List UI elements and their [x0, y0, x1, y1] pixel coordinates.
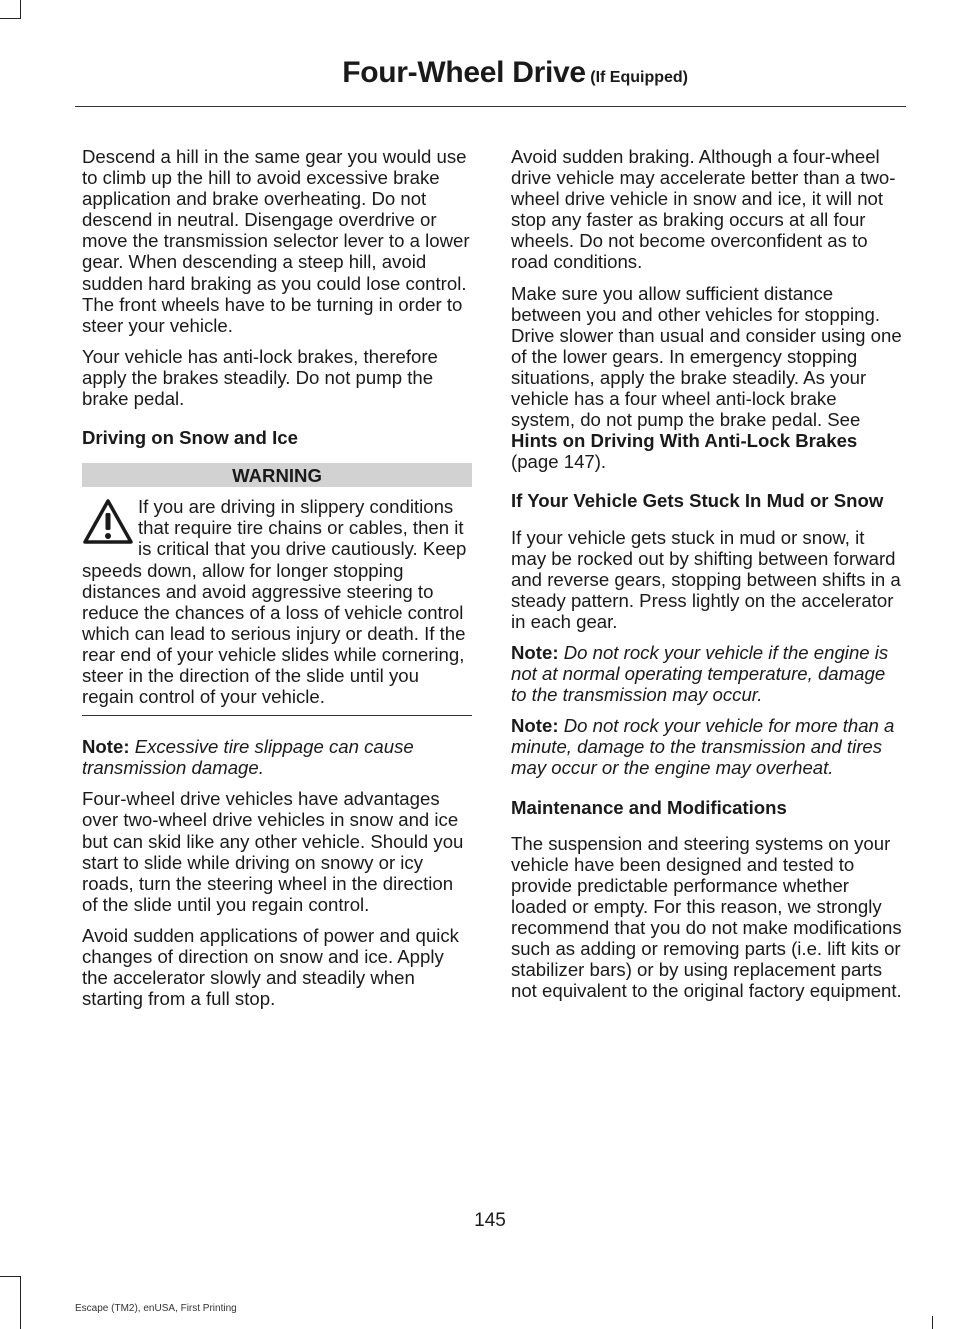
- paragraph: Avoid sudden applications of power and quick changes of direction on snow and ice. Apply the accelerator slowly and steadily when starting from a full stop.: [82, 924, 459, 1010]
- right-column: [511, 146, 903, 1011]
- warning-label: WARNING: [82, 463, 472, 487]
- warning-triangle-icon: [82, 498, 134, 546]
- footer-text: Escape (TM2), enUSA, First Printing: [75, 1303, 237, 1314]
- note-text: Do not rock your vehicle if the engine is not at normal operating temperature, damage to the transmission may occur.: [511, 641, 889, 706]
- warning-text: If you are driving in slippery conditions that require tire chains or cables, then it is critical that you drive cautiously. Keep speeds down, allow for longer stopping distances and avoid aggressive steering to reduce the chances of a loss of vehicle control which can lead to serious injury or death. If the rear end of your vehicle slides while cornering, steer in the direction of the slide until you regain control of your vehicle.: [82, 496, 467, 708]
- header-rule: [75, 106, 906, 107]
- paragraph: [511, 283, 903, 473]
- crop-mark: [0, 18, 20, 19]
- section-heading-stuck: If Your Vehicle Gets Stuck In Mud or Snow: [511, 490, 884, 512]
- crop-mark: [20, 0, 21, 19]
- crop-mark: [20, 1276, 21, 1329]
- page-number: 145: [474, 1210, 506, 1231]
- page-subtitle: (If Equipped): [590, 69, 688, 86]
- left-column: [82, 146, 472, 1019]
- section-heading-maintenance: Maintenance and Modifications: [511, 796, 787, 818]
- cross-reference-link[interactable]: Hints on Driving With Anti-Lock Brakes: [511, 430, 858, 452]
- note-text: Do not rock your vehicle for more than a minute, damage to the transmission and tires may occur or the engine may overheat.: [511, 715, 895, 779]
- paragraph: If your vehicle gets stuck in mud or snow, it may be rocked out by shifting between forward and reverse gears, stopping between shifts in a steady pattern. Press lightly on the accelerator in each gear.: [511, 526, 901, 632]
- crop-mark: [932, 1316, 933, 1329]
- warning-box: [82, 496, 472, 707]
- note: [511, 715, 903, 778]
- paragraph: Your vehicle has anti-lock brakes, therefore apply the brakes steadily. Do not pump the brake pedal.: [82, 345, 438, 410]
- paragraph: The suspension and steering systems on your vehicle have been designed and tested to provide predictable performance whether loaded or empty. For this reason, we strongly recommend that you do not make modifications such as adding or removing parts (i.e. lift kits or stabilizer bars) or by using replacement parts not equivalent to the original factory equipment.: [511, 832, 902, 1002]
- note-label: Note:: [511, 715, 559, 737]
- paragraph: Descend a hill in the same gear you would use to climb up the hill to avoid excessive brake application and brake overheating. Do not descend in neutral. Disengage overdrive or move the transmission selector lever to a lower gear. When descending a steep hill, avoid sudden hard braking as you could lose control. The front wheels have to be turning in order to steer your vehicle.: [82, 146, 470, 336]
- note: [511, 642, 903, 705]
- note: [82, 736, 472, 778]
- warning-end-rule: [82, 715, 472, 716]
- note-text: Excessive tire slippage can cause transmission damage.: [82, 736, 414, 779]
- note-label: Note:: [511, 641, 559, 663]
- page-reference: (page 147).: [511, 451, 607, 473]
- crop-mark: [0, 1276, 20, 1277]
- section-heading-snow: Driving on Snow and Ice: [82, 427, 298, 449]
- paragraph: Four-wheel drive vehicles have advantages over two-wheel drive vehicles in snow and ice but can skid like any other vehicle. Should you start to slide while driving on snowy or icy roads, turn the steering wheel in the direction of the slide until you regain control.: [82, 788, 464, 915]
- paragraph: Avoid sudden braking. Although a four-wheel drive vehicle may accelerate better than a two-wheel drive vehicle in snow and ice, it will not stop any faster as braking occurs at all four wheels. Do not become overconfident as to road conditions.: [511, 146, 896, 273]
- note-label: Note:: [82, 736, 130, 758]
- paragraph-text: Make sure you allow sufficient distance between you and other vehicles for stopping. Drive slower than usual and consider using one of the lower gears. In emergency stopping situations, apply the brake steadily. As your vehicle has a four wheel anti-lock brake system, do not pump the brake pedal. See: [511, 282, 902, 431]
- page-title: Four-Wheel Drive: [342, 56, 586, 89]
- page-header: [0, 56, 906, 90]
